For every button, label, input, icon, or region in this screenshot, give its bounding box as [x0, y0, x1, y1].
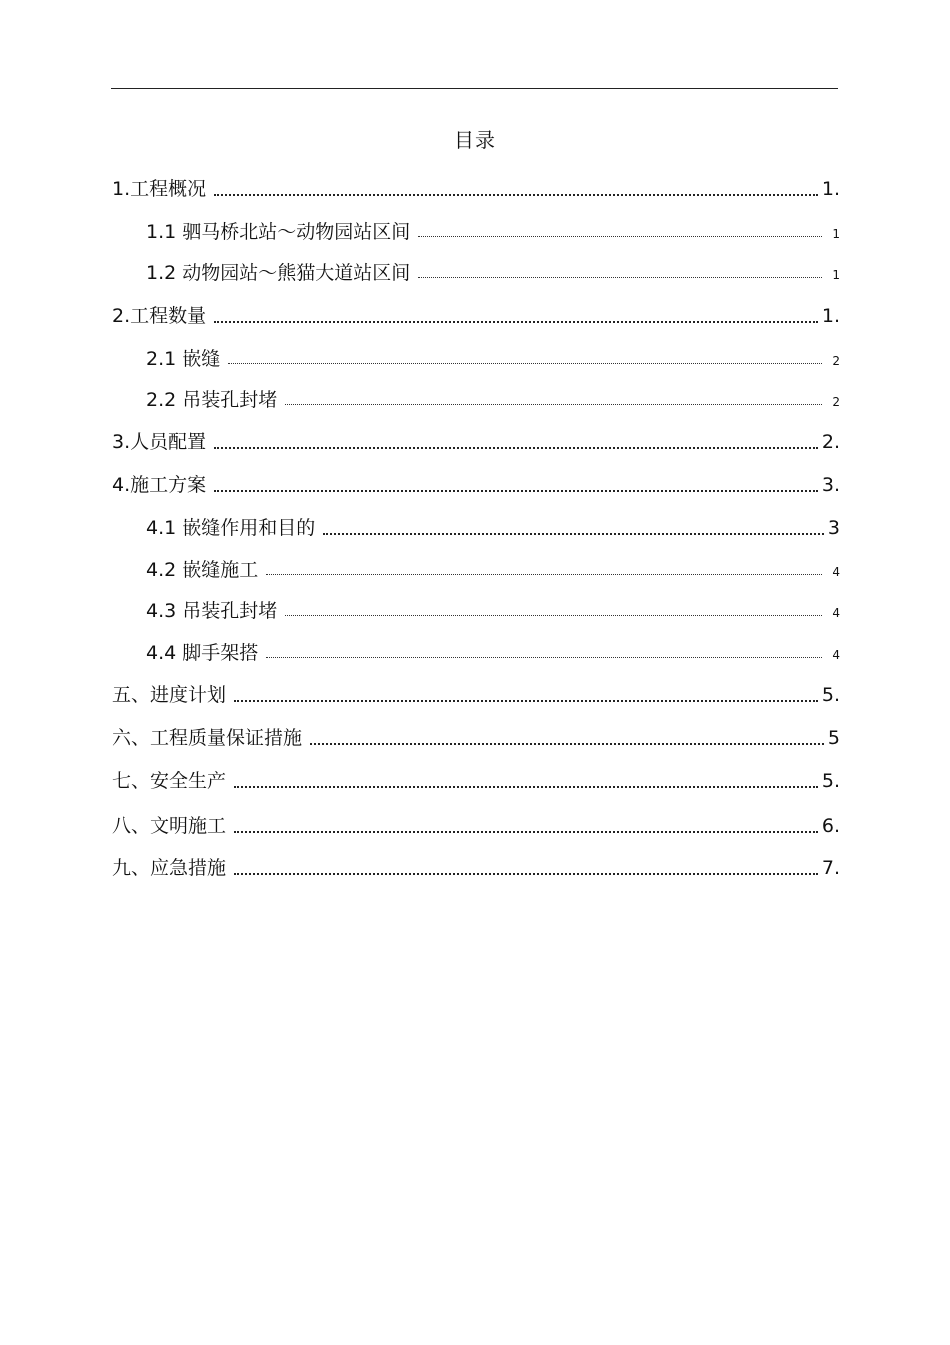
toc-leader	[234, 700, 818, 702]
toc-entry-label: 3.人员配置	[112, 431, 207, 453]
toc-entry-label: 4.1 嵌缝作用和目的	[146, 517, 316, 539]
toc-entry-page: 4	[832, 606, 840, 620]
toc-entry-label: 1.2 动物园站～熊猫大道站区间	[146, 262, 411, 284]
toc-entry-page: 3	[827, 517, 840, 539]
toc-entry-label: 五、进度计划	[112, 684, 227, 706]
toc-entry-page: 1.	[821, 178, 840, 200]
toc-leader	[285, 615, 822, 616]
toc-entry-label: 六、工程质量保证措施	[112, 727, 303, 749]
toc-entry[interactable]	[146, 596, 840, 622]
toc-entry-label: 4.2 嵌缝施工	[146, 559, 259, 581]
toc-entry[interactable]	[112, 723, 840, 749]
toc-title: 目录	[454, 128, 496, 152]
toc-entry-label: 九、应急措施	[112, 857, 227, 879]
toc-leader	[310, 743, 824, 745]
toc-entry[interactable]	[146, 513, 840, 539]
toc-leader	[266, 574, 822, 575]
toc-entry-page: 2	[832, 395, 840, 409]
toc-entry[interactable]	[112, 811, 840, 837]
toc-leader	[418, 236, 822, 237]
toc-entry-page: 5.	[821, 684, 840, 706]
toc-entry[interactable]	[146, 555, 840, 581]
toc-leader	[234, 873, 818, 875]
toc-entry-page: 3.	[821, 474, 840, 496]
toc-entry-page: 6.	[821, 815, 840, 837]
toc-entry-label: 2.1 嵌缝	[146, 348, 221, 370]
toc-leader	[323, 533, 824, 535]
toc-entry[interactable]	[146, 344, 840, 370]
toc-entry-page: 2	[832, 354, 840, 368]
toc-entry-page: 2.	[821, 431, 840, 453]
toc-leader	[214, 321, 818, 323]
toc-entry[interactable]	[146, 258, 840, 284]
toc-leader	[234, 786, 818, 788]
toc-entry[interactable]	[112, 427, 840, 453]
toc-leader	[214, 447, 818, 449]
toc-entry[interactable]	[112, 470, 840, 496]
toc-entry-label: 4.3 吊装孔封堵	[146, 600, 278, 622]
toc-entry-label: 4.4 脚手架搭	[146, 642, 259, 664]
toc-entry-page: 7.	[821, 857, 840, 879]
toc-entry[interactable]	[112, 766, 840, 792]
toc-entry[interactable]	[112, 680, 840, 706]
toc-entry[interactable]	[146, 217, 840, 243]
toc-entry-page: 1.	[821, 305, 840, 327]
toc-entry-label: 1.工程概况	[112, 178, 207, 200]
toc-entry-page: 4	[832, 648, 840, 662]
toc-leader	[418, 277, 822, 278]
toc-entry-page: 5	[827, 727, 840, 749]
toc-leader	[214, 194, 818, 196]
toc-entry-label: 2.工程数量	[112, 305, 207, 327]
toc-entry[interactable]	[146, 638, 840, 664]
toc-entry-label: 4.施工方案	[112, 474, 207, 496]
toc-leader	[285, 404, 822, 405]
toc-entry-page: 4	[832, 565, 840, 579]
toc-entry-page: 1	[832, 227, 840, 241]
toc-entry[interactable]	[146, 385, 840, 411]
toc-entry-label: 1.1 驷马桥北站～动物园站区间	[146, 221, 411, 243]
toc-entry-label: 2.2 吊装孔封堵	[146, 389, 278, 411]
toc-leader	[228, 363, 822, 364]
toc-entry-page: 5.	[821, 770, 840, 792]
toc-entry[interactable]	[112, 301, 840, 327]
toc-entry[interactable]	[112, 853, 840, 879]
toc-leader	[266, 657, 822, 658]
toc-leader	[214, 490, 818, 492]
toc-leader	[234, 831, 818, 833]
toc-entry-page: 1	[832, 268, 840, 282]
toc-entry[interactable]	[112, 174, 840, 200]
toc-entry-label: 七、安全生产	[112, 770, 227, 792]
toc-entry-label: 八、文明施工	[112, 815, 227, 837]
